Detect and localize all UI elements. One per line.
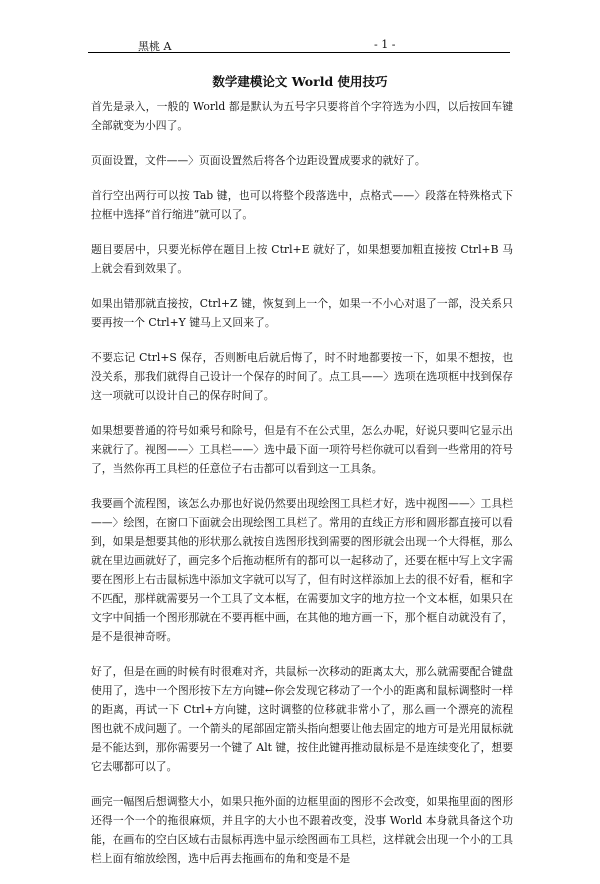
paragraph: 如果出错那就直接按，Ctrl+Z 键，恢复到上一个，如果一不小心对退了一部，没关系只要再按一个 Ctrl+Y 键马上又回来了。 [91, 297, 513, 329]
paragraph: 我要画个流程图，该怎么办那也好说仍然要出现绘图工具栏才好，选中视图——〉工具栏——〉绘图，在窗口下面就会出现绘图工具栏了。常用的直线正方形和圆形都直接可以看到，如果是想要其他的形状那么就按自选图形找到需要的图形就会出现一个大得框，那么就在里边画就好了，画完多个后拖动框所有的都可以一起移动了，还要在框中写上文字需要在图形上右击鼠标选中添加文字就可以写了，但有时这样添加上去的很不好看，框和字不匹配，那样就需要另一个工具了文本框，在需要加文字的地方拉一个文本框，如果只在文字中间插一个图形那就在不要再框中画，在其他的地方画一下，那个框自动就没有了，是不是很神奇呀。 [91, 497, 513, 643]
paragraph: 首行空出两行可以按 Tab 键，也可以将整个段落选中，点格式——〉段落在特殊格式下拉框中选择“首行缩进”就可以了。 [91, 189, 513, 221]
paragraph: 如果想要普通的符号如乘号和除号，但是有不在公式里，怎么办呢，好说只要叫它显示出来就行了。视图——〉工具栏——〉选中最下面一项符号栏你就可以看到一些常用的符号了，当然你再工具栏的任意位子右击都可以看到这一工具条。 [91, 424, 513, 475]
paragraph: 画完一幅图后想调整大小，如果只拖外面的边框里面的图形不会改变，如果拖里面的图形还得一个一个的拖很麻烦，并且字的大小也不跟着改变，没事 World 本身就具备这个功能，在画布的空白区域右击鼠标再选中显示绘图画布工具栏，这样就会出现一个小的工具栏上面有缩放绘图，选中后再去拖画布的角和变是不是 [91, 795, 513, 865]
paragraph: 页面设置，文件——〉页面设置然后将各个边距设置成要求的就好了。 [91, 154, 426, 167]
document-title: 数学建模论文 World 使用技巧 [212, 74, 388, 89]
header-author: 黑桃 A [138, 40, 172, 53]
paragraph: 首先是录入，一般的 World 都是默认为五号字只要将首个字符选为小四，以后按回车键全部就变为小四了。 [91, 100, 513, 132]
paragraph: 好了，但是在画的时候有时很难对齐，共鼠标一次移动的距离太大，那么就需要配合键盘使用了，选中一个图形按下左方向键←你会发现它移动了一个小的距离和鼠标调整时一样的距离，再试一下 Ctrl+方向键，这时调整的位移就非常小了，那么画一个漂亮的流程图也就不成问题了。一个箭头的尾部固定箭头指向想要让他去固定的地方可是光用鼠标就是不能达到，那你需要另一个键了 Alt 键，按住此键再推动鼠标是不是连续变化了，想要它去哪都可以了。 [91, 665, 513, 773]
paragraph: 题目要居中，只要光标停在题目上按 Ctrl+E 就好了，如果想要加粗直接按 Ctrl+B 马上就会看到效果了。 [91, 243, 513, 275]
document-body [91, 97, 513, 884]
paragraph: 不要忘记 Ctrl+S 保存，否则断电后就后悔了，时不时地都要按一下，如果不想按，也没关系，那我们就得自己设计一个保存的时间了。点工具——〉选项在选项框中找到保存这一项就可以设计自己的保存时间了。 [91, 351, 513, 402]
page-header [88, 30, 510, 53]
page-number: - 1 - [374, 38, 396, 51]
